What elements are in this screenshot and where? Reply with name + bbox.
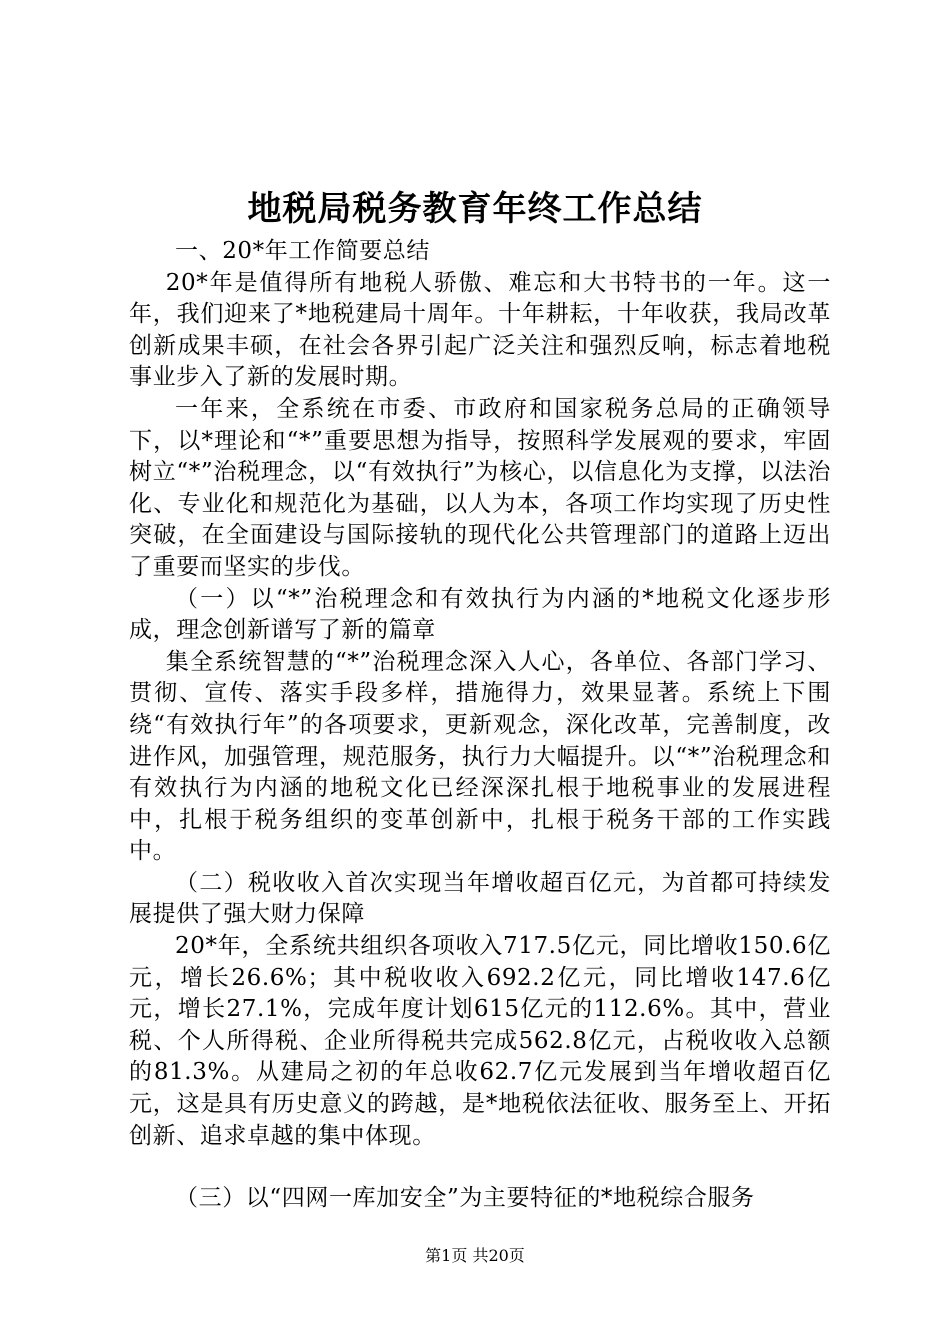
subsection-heading-2: （二）税收收入首次实现当年增收超百亿元，为首都可持续发展提供了强大财力保障 [129, 869, 831, 928]
section-heading-1: 一、20*年工作简要总结 [175, 238, 430, 264]
paragraph-culture: 集全系统智慧的“*”治税理念深入人心，各单位、各部门学习、贯彻、宣传、落实手段多样，措施得力，效果显著。系统上下围绕“有效执行年”的各项要求，更新观念，深化改革，完善制度，改进作风，加强管理，规范服务，执行力大幅提升。以“*”治税理念和有效执行为内涵的地税文化已经深深扎根于地税事业的发展进程中，扎根于税务组织的变革创新中，扎根于税务干部的工作实践中。 [129, 648, 831, 865]
subsection-heading-3: （三）以“四网一库加安全”为主要特征的*地税综合服务 [175, 1185, 755, 1212]
document-title: 地税局税务教育年终工作总结 [247, 189, 703, 229]
document-body [129, 236, 831, 1215]
paragraph-spacer [129, 1152, 831, 1183]
page-footer: 第1页 共20页 [425, 1246, 525, 1265]
paragraph-intro: 20*年是值得所有地税人骄傲、难忘和大书特书的一年。这一年，我们迎来了*地税建局十周年。十年耕耘，十年收获，我局改革创新成果丰硕，在社会各界引起广泛关注和强烈反响，标志着地税事业步入了新的发展时期。 [129, 269, 831, 391]
paragraph-overview: 一年来，全系统在市委、市政府和国家税务总局的正确领导下，以*理论和“*”重要思想为指导，按照科学发展观的要求，牢固树立“*”治税理念，以“有效执行”为核心，以信息化为支撑，以法治化、专业化和规范化为基础，以人为本，各项工作均实现了历史性突破，在全面建设与国际接轨的现代化公共管理部门的道路上迈出了重要而坚实的步伐。 [129, 395, 831, 580]
paragraph-revenue: 20*年，全系统共组织各项收入717.5亿元，同比增收150.6亿元，增长26.6%；其中税收收入692.2亿元，同比增收147.6亿元，增长27.1%，完成年度计划615亿元的112.6%。其中，营业税、个人所得税、企业所得税共完成562.8亿元，占税收收入总额的81.3%。从建局之初的年总收62.7亿元发展到当年增收超百亿元，这是具有历史意义的跨越，是*地税依法征收、服务至上、开拓创新、追求卓越的集中体现。 [129, 933, 831, 1149]
subsection-heading-1: （一）以“*”治税理念和有效执行为内涵的*地税文化逐步形成，理念创新谱写了新的篇章 [129, 585, 831, 644]
